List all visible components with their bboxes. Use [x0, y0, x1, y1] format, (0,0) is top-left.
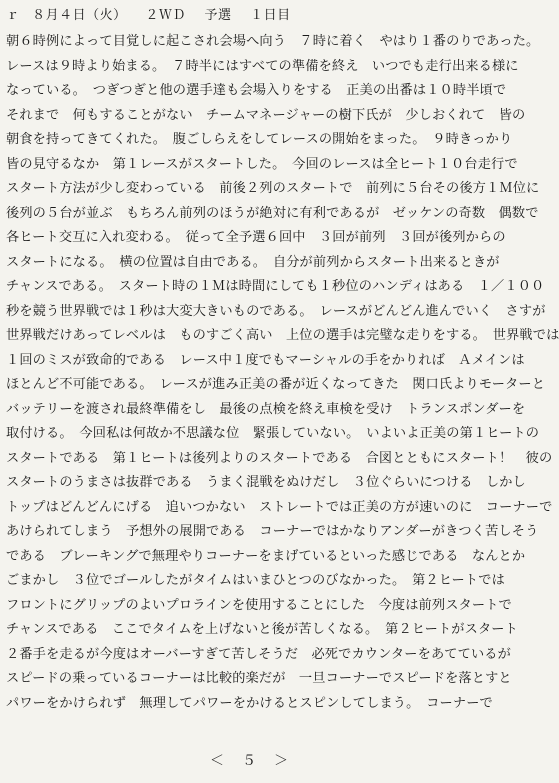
text-line: １回のミスが致命的である レース中１度でもマーシャルの手をかりれば Ａメインは [6, 352, 525, 368]
text-line: 世界戦だけあってレベルは ものすごく高い 上位の選手は完璧な走りをする。 世界戦では [6, 328, 559, 343]
text-line: 取付ける。 今回私は何故か不思議な位 緊張していない。 いよいよ正美の第１ヒートの [6, 426, 540, 441]
text-line: 朝６時例によって目覚しに起こされ会場へ向う ７時に着く やはり１番のりであった。 [6, 34, 540, 49]
text-line: それまで 何もすることがない チームマネージャーの樹下氏が 少しおくれて 皆の [6, 107, 526, 123]
text-line: 皆の見守るなか 第１レースがスタートした。 今回のレースは全ヒート１０台走行で [6, 156, 518, 172]
page-number: ＜ ５ ＞ [210, 753, 290, 769]
text-line: スタートである 第１ヒートは後列よりのスタートである 合図とともにスタート！ 彼の [6, 450, 553, 466]
text-line: バッテリーを渡され最終準備をし 最後の点検を終え車検を受け トランスポンダーを [6, 401, 526, 417]
text-line: スピードの乗っているコーナーは比較的楽だが 一旦コーナーでスピードを落とすと [6, 671, 512, 686]
text-line: 秒を競う世界戦では１秒は大変大きいものである。 レースがどんどん進んでいく さすが [6, 303, 546, 319]
text-line: 朝食を持ってきてくれた。 腹ごしらえをしてレースの開始をまった。 ９時きっかり [6, 132, 513, 147]
header-date: ８月４日（火） [32, 8, 127, 23]
text-line: パワーをかけられず 無理してパワーをかけるとスピンしてしまう。 コーナーで [6, 695, 493, 711]
header-mark: ｒ [6, 8, 20, 23]
text-line: ごまかし ３位でゴールしたがタイムはいまひとつのびなかった。 第２ヒートでは [6, 573, 505, 588]
text-line: なっている。 つぎつぎと他の選手達も会場入りをする 正美の出番は１０時半頃で [6, 83, 507, 98]
text-line: ２番手を走るが今度はオーバーすぎて苦しそうだ 必死でカウンターをあてているが [6, 646, 511, 662]
text-line: フロントにグリップのよいプロラインを使用することにした 今度は前列スタートで [6, 597, 512, 613]
header-class: ２ＷＤ [145, 8, 186, 23]
body-text [6, 30, 559, 716]
text-line: レースは９時より始まる。 ７時半にはすべての準備を終え いつでも走行出来る様に [6, 58, 519, 74]
text-line: ほとんど不可能である。 レースが進み正美の番が近くなってきた 関口氏よりモーターと [6, 377, 546, 392]
text-line: 各ヒート交互に入れ変わる。 従って全予選６回中 ３回が前列 ３回が後列からの [6, 230, 506, 245]
diary-header [6, 3, 305, 29]
header-session: 予選 [204, 8, 232, 23]
text-line: 後列の５台が並ぶ もちろん前列のほうが絶対に有利であるが ゼッケンの奇数 偶数で [6, 205, 539, 221]
text-line: スタート方法が少し変わっている 前後２列のスタートで 前列に５台その後方１Ｍ位に [6, 181, 540, 196]
text-line: あけられてしまう 予想外の展開である コーナーではかなりアンダーがきつく苦しそう [6, 524, 539, 539]
text-line: チャンスである。 スタート時の１Ｍは時間にしても１秒位のハンディはある １／１００ [6, 279, 545, 294]
text-line: チャンスである ここでタイムを上げないと後が苦しくなる。 第２ヒートがスタート [6, 622, 518, 637]
header-day: １日目 [250, 8, 291, 23]
text-line: である ブレーキングで無理やりコーナーをまげているといった感じである なんとか [6, 548, 526, 564]
text-line: トップはどんどんにげる 追いつかない ストレートでは正美の方が速いのに コーナーで [6, 499, 553, 515]
text-line: スタートになる。 横の位置は自由である。 自分が前列からスタート出来るときが [6, 254, 500, 270]
text-line: スタートのうまさは抜群である うまく混戦をぬけだし ３位ぐらいにつける しかし [6, 475, 526, 490]
